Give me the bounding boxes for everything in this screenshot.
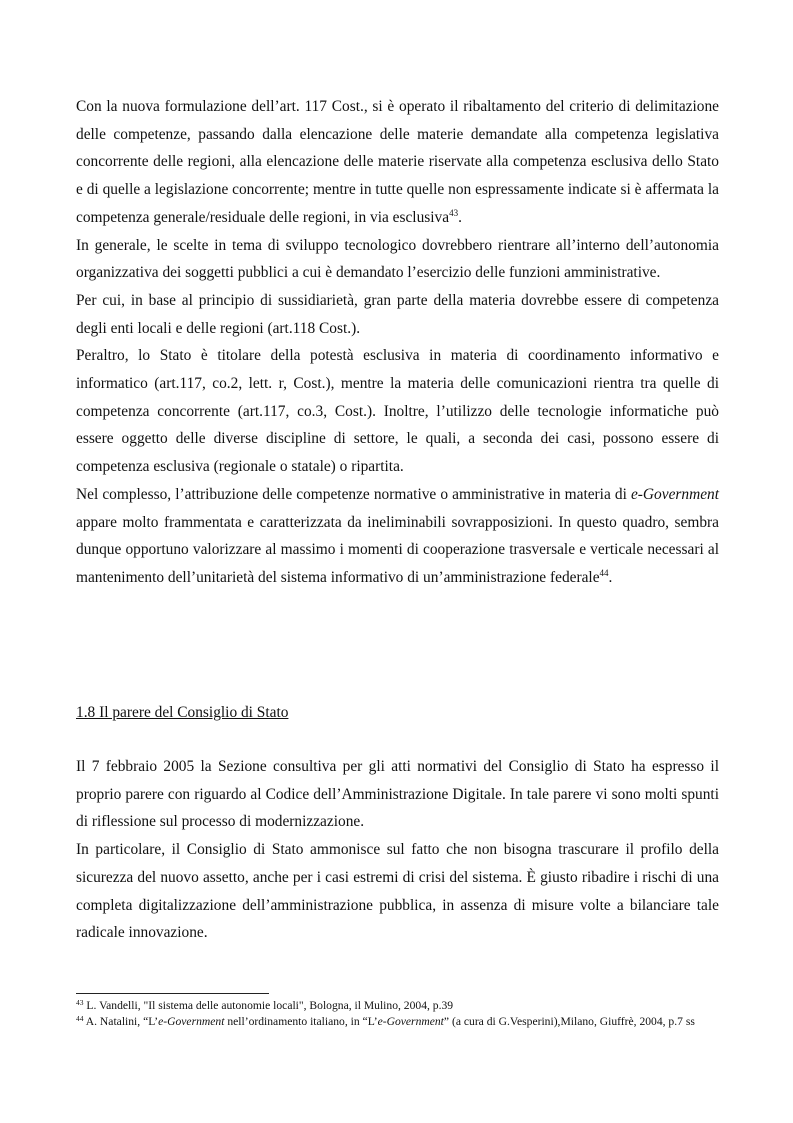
paragraph-2: In generale, le scelte in tema di sviluppo tecnologico dovrebbero rientrare all’interno dell’autonomia organizzativa dei soggetti pubblici a cui è demandato l’esercizio delle funzioni amministrative.	[76, 236, 719, 282]
paragraph-1-text: Con la nuova formulazione dell’art. 117 Cost., si è operato il ribaltamento del criterio di delimitazione delle competenze, passando dalla elencazione delle materie demandate alla competenza legislativa concorrente delle regioni, alla elencazione delle materie riservate alla competenza esclusiva dello Stato e di quelle a legislazione concorrente; mentre in tutte quelle non espressamente indicate si è affermata la competenza generale/residuale delle regioni, in via esclusiva	[76, 98, 719, 226]
paragraph-4: Peraltro, lo Stato è titolare della potestà esclusiva in materia di coordinamento informativo e informatico (art.117, co.2, lett. r, Cost.), mentre la materia delle comunicazioni rientra tra quelle di competenza concorrente (art.117, co.3, Cost.). Inoltre, l’utilizzo delle tecnologie informatiche può essere oggetto delle diverse discipline di settore, le quali, a seconda dei casi, possono essere di competenza esclusiva (regionale o statale) o ripartita.	[76, 347, 719, 476]
footnote-44-text-b: nell’ordinamento italiano, in “L’	[224, 1015, 378, 1028]
footnote-44-text-a: A. Natalini, “L’	[83, 1015, 159, 1028]
paragraph-5-text-b: appare molto frammentata e caratterizzata da ineliminabili sovrapposizioni. In questo quadro, sembra dunque opportuno valorizzare al massimo i momenti di cooperazione trasversale e verticale necessari al mantenimento dell’unitarietà del sistema informativo di un’amministrazione federale	[76, 513, 719, 586]
footnote-44	[76, 1014, 719, 1029]
footnote-divider	[76, 993, 269, 994]
footnote-44-emphasis-1: e-Government	[158, 1015, 225, 1028]
section-text	[76, 753, 719, 947]
paragraph-5-end: .	[608, 568, 613, 586]
paragraph-1	[76, 93, 719, 232]
section-paragraph-2: In particolare, il Consiglio di Stato ammonisce sul fatto che non bisogna trascurare il profilo della sicurezza del nuovo assetto, anche per i casi estremi di crisi del sistema. È giusto ribadire i rischi di una completa digitalizzazione dell’amministrazione pubblica, in assenza di misure volte a bilanciare tale radicale innovazione.	[76, 841, 719, 942]
footnote-44-emphasis-2: e-Government	[377, 1015, 444, 1028]
paragraph-5	[76, 481, 719, 592]
paragraph-1-end: .	[458, 208, 462, 226]
footnote-43-text: L. Vandelli, "Il sistema delle autonomie locali", Bologna, il Mulino, 2004, p.39	[83, 999, 454, 1012]
footnote-44-number: 44	[76, 1014, 84, 1023]
section-paragraph-1: Il 7 febbraio 2005 la Sezione consultiva per gli atti normativi del Consiglio di Stato ha espresso il proprio parere con riguardo al Codice dell’Amministrazione Digitale. In tale parere vi sono molti spunti di riflessione sul processo di modernizzazione.	[76, 758, 719, 831]
paragraph-5-emphasis: e-Government	[630, 485, 719, 503]
footnote-43-number: 43	[76, 998, 84, 1007]
paragraph-5-text-a: Nel complesso, l’attribuzione delle competenze normative o amministrative in materia di	[76, 485, 631, 503]
footnote-44-text-c: ” (a cura di G.Vesperini),Milano, Giuffrè, 2004, p.7 ss	[443, 1015, 695, 1028]
paragraph-3: Per cui, in base al principio di sussidiarietà, gran parte della materia dovrebbe essere di competenza degli enti locali e delle regioni (art.118 Cost.).	[76, 291, 719, 337]
footnote-ref-44[interactable]: 44	[599, 567, 609, 578]
footnote-43	[76, 998, 719, 1013]
footnote-ref-43[interactable]: 43	[449, 207, 459, 218]
main-text	[76, 93, 719, 592]
section-heading: 1.8 Il parere del Consiglio di Stato	[76, 704, 289, 721]
